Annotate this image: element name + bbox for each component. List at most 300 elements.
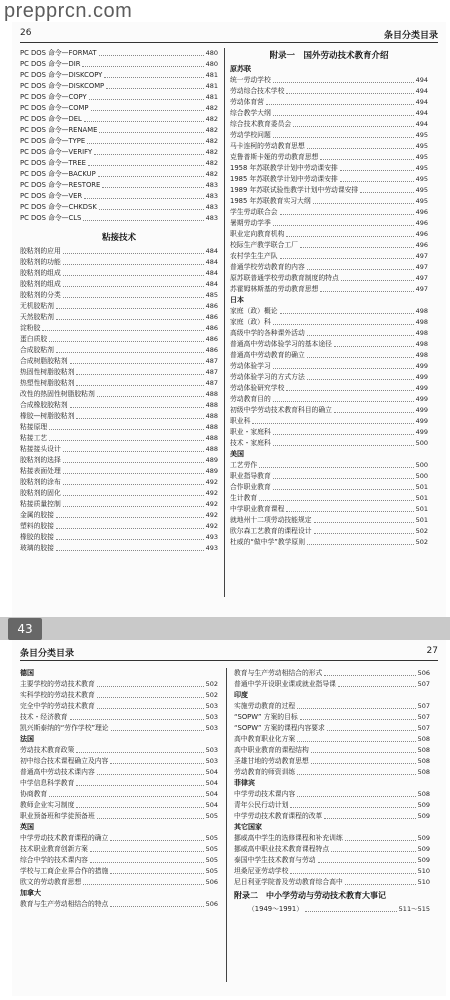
dot-leader xyxy=(63,484,204,485)
entry-page: 482 xyxy=(205,170,218,178)
entry-page: 495 xyxy=(415,175,428,183)
entry-title: 技术・经济教育 xyxy=(20,713,68,721)
appendix-entry xyxy=(234,904,430,915)
dot-leader xyxy=(307,544,414,545)
dot-leader xyxy=(90,851,204,852)
entry-title: 杜威的“做中学”教学原则 xyxy=(230,538,306,546)
dot-leader xyxy=(63,462,204,463)
dot-leader xyxy=(104,77,203,78)
entry-title: 天然胶粘剂 xyxy=(20,313,54,321)
entry-page: 487 xyxy=(205,379,218,387)
appendix-title: 附录二 中小学劳动与劳动技术教育大事记 xyxy=(234,891,386,900)
entry-page: 506 xyxy=(205,900,218,908)
appendix-pages: 511～515 xyxy=(398,905,430,913)
dot-leader xyxy=(280,258,414,259)
entry-title: 玻璃的胶接 xyxy=(20,544,54,552)
dot-leader xyxy=(273,137,414,138)
toc-entry xyxy=(20,466,218,477)
toc-entry xyxy=(230,229,428,240)
entry-page: 499 xyxy=(415,373,428,381)
right-column xyxy=(230,48,428,548)
dot-leader xyxy=(360,192,413,193)
toc-entry xyxy=(20,477,218,488)
entry-title: PC DOS 命令—VERIFY xyxy=(20,148,93,156)
entry-title: 欧尔森工艺教育的课程设计 xyxy=(230,527,312,535)
entry-page: 498 xyxy=(415,329,428,337)
dot-leader xyxy=(63,286,204,287)
toc-entry xyxy=(230,416,428,427)
toc-entry xyxy=(20,103,218,114)
entry-title: PC DOS 命令—TYPE xyxy=(20,137,86,145)
entry-page: 498 xyxy=(415,318,428,326)
entry-title: 1985 年苏联教学计划中劳动课安排 xyxy=(230,175,338,183)
toc-entry xyxy=(20,312,218,323)
dot-leader xyxy=(90,862,204,863)
toc-entry xyxy=(20,70,218,81)
entry-page: 499 xyxy=(415,384,428,392)
dot-leader xyxy=(56,352,204,353)
entry-title: 综合中学的技术课内容 xyxy=(20,856,88,864)
left-column xyxy=(20,48,218,554)
entry-page: 499 xyxy=(415,362,428,370)
dot-leader xyxy=(311,752,416,753)
entry-page: 494 xyxy=(415,109,428,117)
entry-page: 488 xyxy=(205,434,218,442)
entry-title: PC DOS 命令—COMP xyxy=(20,104,89,112)
toc-entry xyxy=(230,526,428,537)
entry-page: 483 xyxy=(205,203,218,211)
entry-title: 完全中学的劳动技术教育 xyxy=(20,702,95,710)
entry-page: 508 xyxy=(417,790,430,798)
dot-leader xyxy=(76,374,203,375)
entry-title: 尼日利亚学院普及劳动教育综合高中 xyxy=(234,878,343,886)
dot-leader xyxy=(84,121,204,122)
entry-page: 489 xyxy=(205,456,218,464)
entry-title: 淀粉胶 xyxy=(20,324,41,332)
entry-title: 实科学校的劳动技术教育 xyxy=(20,691,95,699)
entry-title: 职业定向教育机构 xyxy=(230,230,285,238)
dot-leader xyxy=(56,539,204,540)
toc-entry xyxy=(20,767,218,778)
entry-page: 503 xyxy=(205,724,218,732)
dot-leader xyxy=(273,368,414,369)
entry-title: 胶粘剂的应用 xyxy=(20,247,61,255)
dot-leader xyxy=(286,511,413,512)
dot-leader xyxy=(286,93,413,94)
entry-title: 校际生产教学联合工厂 xyxy=(230,241,298,249)
entry-title: 劳动综合技术学校 xyxy=(230,87,285,95)
entry-page: 482 xyxy=(205,115,218,123)
page-number: 27 xyxy=(426,646,438,656)
entry-title: 苏霍姆林斯基的劳动教育思想 xyxy=(230,285,319,293)
toc-entry xyxy=(234,811,430,822)
entry-page: 503 xyxy=(205,746,218,754)
toc-entry xyxy=(20,257,218,268)
toc-entry xyxy=(20,444,218,455)
dot-leader xyxy=(340,170,414,171)
dot-leader xyxy=(49,796,203,797)
entry-title: 热塑性树脂胶粘剂 xyxy=(20,379,75,387)
entry-title: 马卡连柯的劳动教育思想 xyxy=(230,142,305,150)
entry-page: 486 xyxy=(205,313,218,321)
dot-leader xyxy=(273,489,414,490)
toc-entry xyxy=(20,679,218,690)
entry-page: 502 xyxy=(415,527,428,535)
entry-page: 482 xyxy=(205,126,218,134)
toc-entry xyxy=(230,471,428,482)
dot-leader xyxy=(297,796,415,797)
dot-leader xyxy=(311,763,416,764)
dot-leader xyxy=(273,82,414,83)
entry-page: 507 xyxy=(417,702,430,710)
entry-title: 圣雄甘地的劳动教育思想 xyxy=(234,757,309,765)
toc-entry xyxy=(20,246,218,257)
dot-leader xyxy=(320,159,413,160)
header-title: 条目分类目录 xyxy=(20,649,75,659)
entry-page: 501 xyxy=(415,505,428,513)
entry-page: 483 xyxy=(205,214,218,222)
dot-leader xyxy=(341,280,414,281)
entry-title: 欧文的劳动教育思想 xyxy=(20,878,82,886)
dot-leader xyxy=(87,143,203,144)
entry-title: 原苏联普通学校劳动教育制度的特点 xyxy=(230,274,339,282)
entry-title: 综合教学大纲 xyxy=(230,109,271,117)
column-divider xyxy=(226,668,227,982)
entry-page: 484 xyxy=(205,247,218,255)
entry-page: 504 xyxy=(205,768,218,776)
toc-entry xyxy=(234,712,430,723)
entry-title: 高级中学的各种课外活动 xyxy=(230,329,305,337)
dot-leader xyxy=(76,785,203,786)
entry-title: 粘接工艺 xyxy=(20,434,48,442)
dot-leader xyxy=(110,763,203,764)
entry-title: PC DOS 命令—TREE xyxy=(20,159,86,167)
entry-page: 486 xyxy=(205,346,218,354)
dot-leader xyxy=(273,115,414,116)
dot-leader xyxy=(300,247,414,248)
entry-page: 492 xyxy=(205,489,218,497)
entry-title: PC DOS 命令—CHKDSK xyxy=(20,203,97,211)
dot-leader xyxy=(88,165,204,166)
toc-entry xyxy=(20,499,218,510)
toc-entry xyxy=(230,141,428,152)
entry-title: 家庭（政）科 xyxy=(230,318,271,326)
entry-title: “SOPW” 方案的目标 xyxy=(234,713,298,721)
dot-leader xyxy=(56,528,204,529)
entry-page: 496 xyxy=(415,230,428,238)
entry-page: 483 xyxy=(205,192,218,200)
entry-title: PC DOS 命令—FORMAT xyxy=(20,49,97,57)
toc-entry xyxy=(230,130,428,141)
entry-page: 495 xyxy=(415,197,428,205)
dot-leader xyxy=(259,500,413,501)
toc-entry xyxy=(230,251,428,262)
entry-page: 505 xyxy=(205,834,218,842)
toc-entry xyxy=(20,92,218,103)
toc-entry xyxy=(230,108,428,119)
entry-page: 509 xyxy=(417,812,430,820)
entry-page: 483 xyxy=(205,181,218,189)
toc-entry xyxy=(230,339,428,350)
toc-entry xyxy=(20,510,218,521)
dot-leader xyxy=(345,840,416,841)
entry-title: 塑料的胶接 xyxy=(20,522,54,530)
entry-page: 500 xyxy=(415,472,428,480)
dot-leader xyxy=(290,807,415,808)
section-title: 附录一 国外劳动技术教育介绍 xyxy=(269,51,389,61)
entry-title: 初级中学劳动技术教育科目的确立 xyxy=(230,406,332,414)
toc-entry xyxy=(234,866,430,877)
dot-leader xyxy=(331,851,415,852)
entry-title: 胶粘剂的组成 xyxy=(20,280,61,288)
entry-page: 492 xyxy=(205,500,218,508)
entry-page: 485 xyxy=(205,291,218,299)
dot-leader xyxy=(297,774,415,775)
entry-page: 488 xyxy=(205,401,218,409)
dot-leader xyxy=(49,341,203,342)
entry-title: 初中综合技术课程确立及内容 xyxy=(20,757,109,765)
toc-entry xyxy=(20,789,218,800)
entry-page: 481 xyxy=(205,82,218,90)
dot-leader xyxy=(97,818,204,819)
entry-title: 胶粘剂的组成 xyxy=(20,269,61,277)
entry-title: 职业・家庭科 xyxy=(230,428,271,436)
entry-title: 普通高中劳动教育的确立 xyxy=(230,351,305,359)
watermark: prepprcn.com xyxy=(4,0,133,22)
entry-page: 502 xyxy=(415,538,428,546)
entry-page: 494 xyxy=(415,120,428,128)
entry-title: 统一劳动学校 xyxy=(230,76,271,84)
entry-title: 劳动学校问题 xyxy=(230,131,271,139)
column-divider xyxy=(224,48,225,597)
section-heading: 英国 xyxy=(20,823,34,831)
entry-title: 粘接原理 xyxy=(20,423,48,431)
toc-entry xyxy=(234,789,430,800)
entry-title: 泰国中学生技术教育与劳动 xyxy=(234,856,316,864)
entry-title: 暑期劳动学季 xyxy=(230,219,271,227)
entry-title: 劳动体验研究学校 xyxy=(230,384,285,392)
entry-page: 495 xyxy=(415,186,428,194)
entry-page: 502 xyxy=(205,691,218,699)
entry-page: 488 xyxy=(205,390,218,398)
toc-entry xyxy=(230,515,428,526)
dot-leader xyxy=(83,884,203,885)
entry-page: 501 xyxy=(415,516,428,524)
entry-title: 改性的热固性树脂胶粘剂 xyxy=(20,390,95,398)
dot-leader xyxy=(338,686,416,687)
page-header xyxy=(20,28,438,42)
toc-entry xyxy=(20,334,218,345)
entry-page: 505 xyxy=(205,867,218,875)
entry-page: 487 xyxy=(205,357,218,365)
dot-leader xyxy=(345,884,416,885)
entry-page: 486 xyxy=(205,324,218,332)
entry-page: 494 xyxy=(415,87,428,95)
toc-entry xyxy=(20,158,218,169)
toc-entry xyxy=(20,422,218,433)
dot-leader xyxy=(63,473,204,474)
entry-title: 实施劳动教育的过程 xyxy=(234,702,296,710)
viewer-page-number: 43 xyxy=(8,618,42,640)
dot-leader xyxy=(273,401,414,402)
entry-page: 481 xyxy=(205,93,218,101)
dot-leader xyxy=(307,335,414,336)
dot-leader xyxy=(314,533,414,534)
dot-leader xyxy=(63,264,204,265)
toc-entry xyxy=(230,493,428,504)
toc-entry xyxy=(20,433,218,444)
toc-entry xyxy=(234,844,430,855)
toc-entry xyxy=(20,345,218,356)
toc-entry xyxy=(234,767,430,778)
dot-leader xyxy=(273,324,414,325)
dot-leader xyxy=(76,752,203,753)
dot-leader xyxy=(324,818,415,819)
dot-leader xyxy=(76,418,203,419)
entry-page: 495 xyxy=(415,153,428,161)
dot-leader xyxy=(97,774,204,775)
entry-title: 普通高中劳动体验学习的基本途径 xyxy=(230,340,332,348)
toc-entry xyxy=(20,59,218,70)
dot-leader xyxy=(320,291,413,292)
entry-title: 普通中学开设职业课或就业指导课 xyxy=(234,680,336,688)
entry-title: PC DOS 命令—BACKUP xyxy=(20,170,96,178)
toc-entry xyxy=(20,411,218,422)
entry-page: 497 xyxy=(415,274,428,282)
dot-leader xyxy=(56,319,204,320)
section-heading: 美国 xyxy=(230,450,244,458)
toc-entry xyxy=(230,328,428,339)
entry-page: 486 xyxy=(205,302,218,310)
toc-entry xyxy=(20,147,218,158)
toc-entry xyxy=(230,174,428,185)
toc-entry xyxy=(230,438,428,449)
entry-title: PC DOS 命令—RESTORE xyxy=(20,181,101,189)
dot-leader xyxy=(98,176,204,177)
entry-title: 家庭（政）概论 xyxy=(230,307,278,315)
toc-entry xyxy=(234,668,430,679)
header-rule xyxy=(20,660,438,661)
dot-leader xyxy=(97,396,204,397)
entry-page: 499 xyxy=(415,428,428,436)
entry-title: PC DOS 命令—DISKCOPY xyxy=(20,71,103,79)
dot-leader xyxy=(97,686,204,687)
entry-page: 503 xyxy=(205,702,218,710)
entry-title: 生计教育 xyxy=(230,494,258,502)
toc-entry xyxy=(230,394,428,405)
entry-title: 橡胶—树脂胶粘剂 xyxy=(20,412,75,420)
toc-entry xyxy=(230,350,428,361)
entry-title: 普通学校劳动教育的内容 xyxy=(230,263,305,271)
toc-entry xyxy=(20,455,218,466)
appendix-years: （1949～1991） xyxy=(248,905,303,913)
entry-page: 496 xyxy=(415,208,428,216)
dot-leader xyxy=(286,390,413,391)
entry-page: 498 xyxy=(415,340,428,348)
toc-entry xyxy=(234,833,430,844)
dot-leader xyxy=(89,99,204,100)
toc-entry xyxy=(230,273,428,284)
entry-title: 协商教育 xyxy=(20,790,48,798)
entry-title: “SOPW” 方案的课程内容要求 xyxy=(234,724,325,732)
section-heading: 德国 xyxy=(20,669,34,677)
entry-title: 中学劳动技术课内容 xyxy=(234,790,296,798)
dot-leader xyxy=(56,517,204,518)
dot-leader xyxy=(110,873,203,874)
entry-title: 劳动教育的师资训练 xyxy=(234,768,296,776)
entry-page: 493 xyxy=(205,544,218,552)
toc-entry xyxy=(20,800,218,811)
toc-entry xyxy=(230,537,428,548)
entry-page: 488 xyxy=(205,412,218,420)
entry-page: 496 xyxy=(415,241,428,249)
toc-entry xyxy=(20,290,218,301)
toc-entry xyxy=(20,899,218,910)
dot-leader xyxy=(63,253,204,254)
toc-entry xyxy=(230,207,428,218)
entry-page: 503 xyxy=(205,757,218,765)
entry-page: 507 xyxy=(417,724,430,732)
toc-entry xyxy=(20,378,218,389)
entry-title: 合作职业教育 xyxy=(230,483,271,491)
toc-entry xyxy=(20,367,218,378)
dot-leader xyxy=(102,187,203,188)
dot-leader xyxy=(70,407,204,408)
dot-leader xyxy=(300,719,416,720)
toc-entry xyxy=(234,734,430,745)
section-heading: 印度 xyxy=(234,691,248,699)
dot-leader xyxy=(273,478,414,479)
dot-leader xyxy=(76,807,203,808)
toc-entry xyxy=(20,701,218,712)
entry-page: 493 xyxy=(205,533,218,541)
section-heading: 日本 xyxy=(230,296,244,304)
toc-entry xyxy=(20,811,218,822)
entry-title: 胶粘剂的涂布 xyxy=(20,478,61,486)
dot-leader xyxy=(63,297,204,298)
entry-page: 492 xyxy=(205,522,218,530)
toc-entry xyxy=(234,745,430,756)
entry-page: 500 xyxy=(415,461,428,469)
entry-title: 合成橡胶胶粘剂 xyxy=(20,401,68,409)
entry-title: 胶粘剂的分类 xyxy=(20,291,61,299)
dot-leader xyxy=(56,308,204,309)
entry-page: 494 xyxy=(415,98,428,106)
entry-page: 504 xyxy=(205,801,218,809)
entry-page: 495 xyxy=(415,142,428,150)
entry-page: 505 xyxy=(205,812,218,820)
entry-title: 普通高中劳动技术课内容 xyxy=(20,768,95,776)
dot-leader xyxy=(318,862,416,863)
dot-leader xyxy=(99,209,204,210)
toc-entry xyxy=(20,756,218,767)
toc-entry xyxy=(20,180,218,191)
entry-page: 506 xyxy=(417,669,430,677)
toc-entry xyxy=(230,185,428,196)
dot-leader xyxy=(297,741,415,742)
entry-page: 509 xyxy=(417,834,430,842)
entry-page: 507 xyxy=(417,713,430,721)
entry-title: 职业指导教育 xyxy=(230,472,271,480)
right-column xyxy=(234,668,430,915)
toc-entry xyxy=(20,521,218,532)
entry-title: 1989 年苏联试验性教学计划中劳动课安排 xyxy=(230,186,359,194)
entry-page: 499 xyxy=(415,406,428,414)
entry-title: 挪威高中学生的选修课程和补充训练 xyxy=(234,834,343,842)
toc-entry xyxy=(230,240,428,251)
dot-leader xyxy=(266,104,414,105)
dot-leader xyxy=(307,357,414,358)
